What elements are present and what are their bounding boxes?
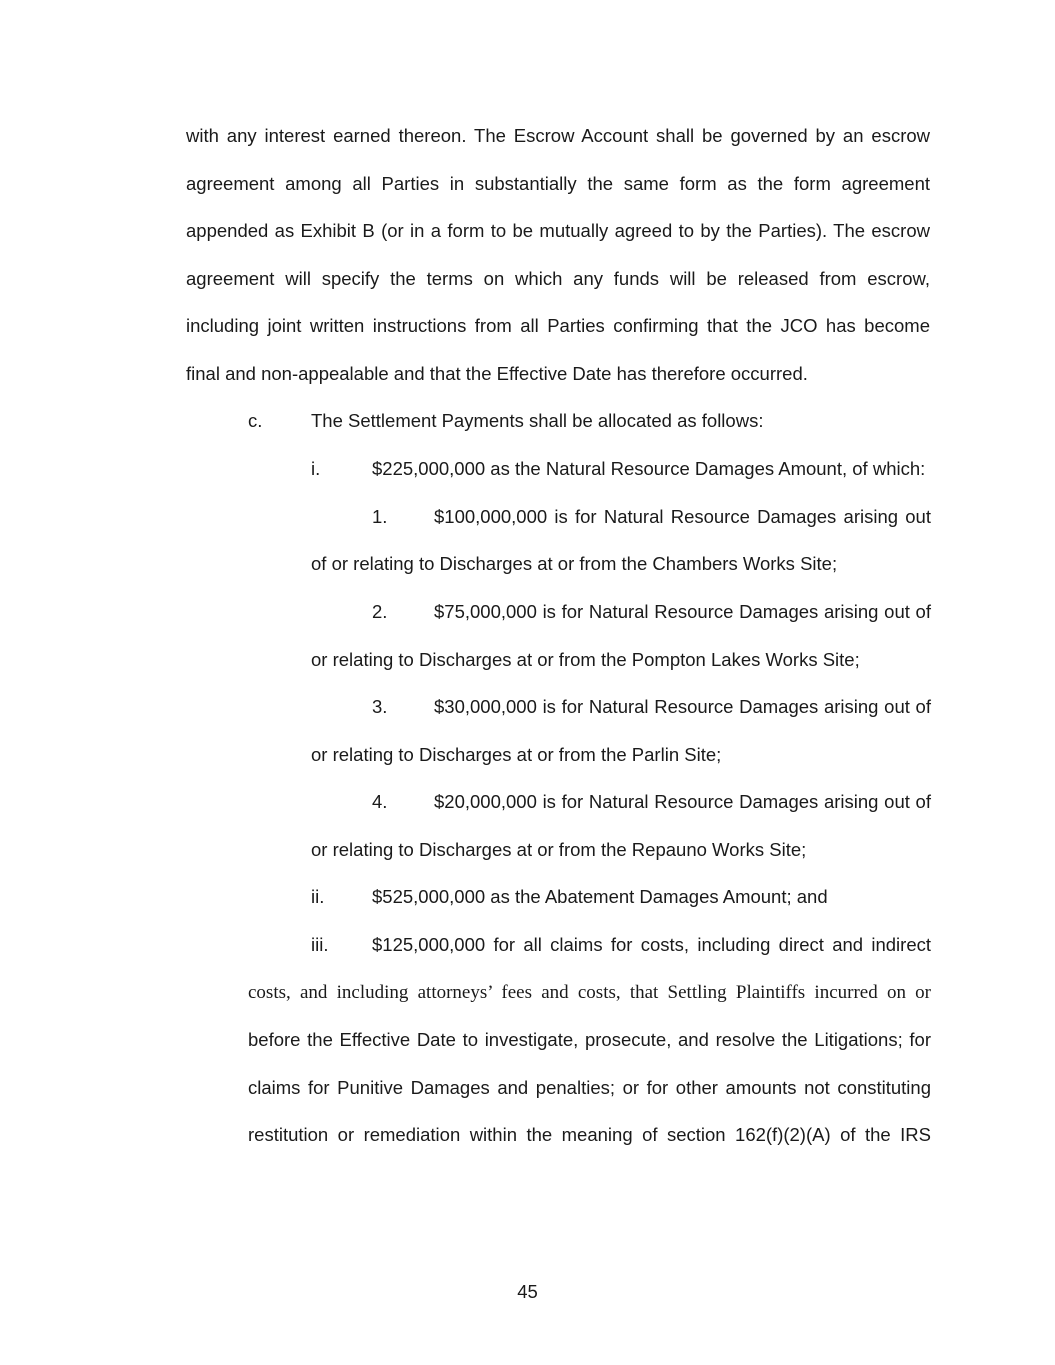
sub-item-3-marker: 3. [372, 696, 388, 717]
page-number: 45 [517, 1281, 538, 1302]
item-iii-continuation: claims for Punitive Damages and penalties; or for other amounts not constituting [248, 1077, 931, 1098]
paragraph-line: including joint written instructions from all Parties confirming that the JCO has become [186, 315, 930, 336]
item-iii-line1: $125,000,000 for all claims for costs, including direct and indirect [372, 934, 931, 955]
sub-item-1-line2: of or relating to Discharges at or from the Chambers Works Site; [311, 553, 838, 574]
paragraph-line: appended as Exhibit B (or in a form to be mutually agreed to by the Parties). The escrow [186, 220, 930, 241]
sub-item-3-line1: $30,000,000 is for Natural Resource Damages arising out of [434, 696, 931, 717]
sub-item-4-line2: or relating to Discharges at or from the Repauno Works Site; [311, 839, 807, 860]
item-c-marker: c. [248, 410, 263, 431]
item-iii-continuation: costs, and including attorneys’ fees and costs, that Settling Plaintiffs incurred on or [248, 982, 931, 1003]
item-i-text: $225,000,000 as the Natural Resource Damages Amount, of which: [372, 458, 926, 479]
sub-item-1-marker: 1. [372, 506, 388, 527]
item-c-text: The Settlement Payments shall be allocated as follows: [311, 410, 764, 431]
paragraph-line: with any interest earned thereon. The Escrow Account shall be governed by an escrow [186, 125, 930, 146]
sub-item-3-line2: or relating to Discharges at or from the Parlin Site; [311, 744, 722, 765]
paragraph-line: final and non-appealable and that the Effective Date has therefore occurred. [186, 363, 808, 384]
sub-item-4-marker: 4. [372, 791, 388, 812]
item-ii-marker: ii. [311, 886, 325, 907]
sub-item-4-line1: $20,000,000 is for Natural Resource Damages arising out of [434, 791, 931, 812]
sub-item-1-line1: $100,000,000 is for Natural Resource Damages arising out [434, 506, 931, 527]
item-iii-continuation: before the Effective Date to investigate, prosecute, and resolve the Litigations; for [248, 1029, 931, 1050]
item-iii-continuation: restitution or remediation within the meaning of section 162(f)(2)(A) of the IRS [248, 1124, 931, 1145]
paragraph-line: agreement will specify the terms on which any funds will be released from escrow, [186, 268, 930, 289]
sub-item-2-marker: 2. [372, 601, 388, 622]
sub-item-2-line2: or relating to Discharges at or from the Pompton Lakes Works Site; [311, 649, 860, 670]
item-iii-marker: iii. [311, 934, 329, 955]
sub-item-2-line1: $75,000,000 is for Natural Resource Damages arising out of [434, 601, 931, 622]
paragraph-line: agreement among all Parties in substantially the same form as the form agreement [186, 173, 930, 194]
item-i-marker: i. [311, 458, 321, 479]
item-ii-text: $525,000,000 as the Abatement Damages Amount; and [372, 886, 828, 907]
